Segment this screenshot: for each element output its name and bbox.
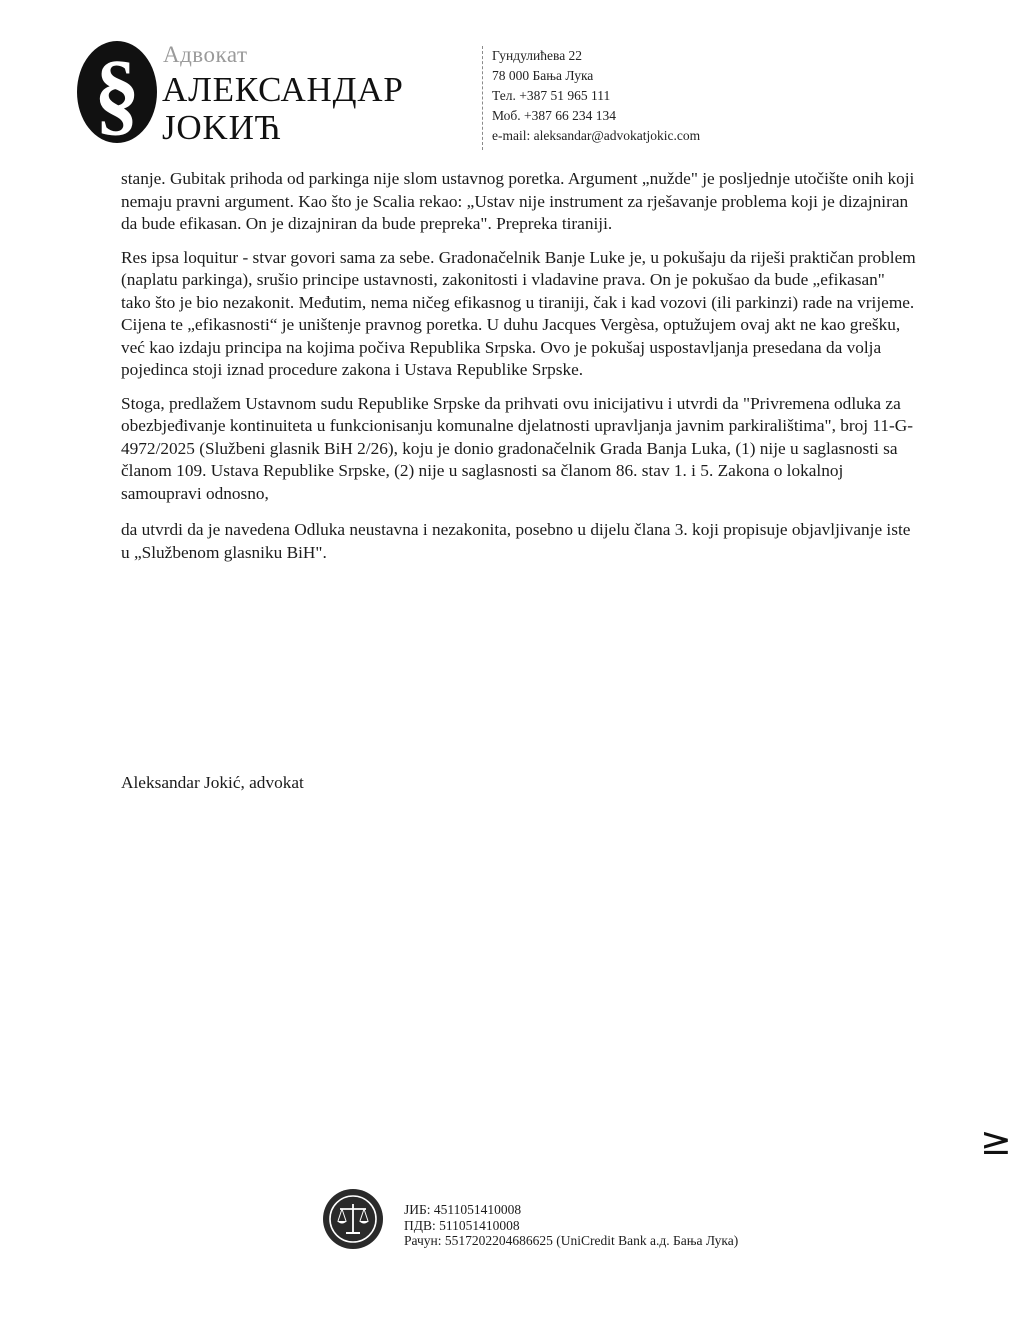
paragraph: Res ipsa loquitur - stvar govori sama za sebe. Gradonačelnik Banje Luke je, u pokušaju da riješi praktičan problem (naplatu parkinga), srušio principe ustavnosti, zakonitosti i vladavine prava. On je pokušao da bude „efikasan" tako što je bio nezakonit. Međutim, nema ničeg efikasnog u tiraniji, čak i kad vozovi (ili parkinzi) rade na vrijeme. Cijena te „efikasnosti“ je uništenje pravnog poretka. U duhu Jacques Vergèsa, optužujem ovaj akt ne kao grešku, već kao izdaju principa na kojima počiva Republika Srpska. Ovo je pokušaj uspostavljanja presedana da volja pojedinca stoji iznad procedure zakona i Ustava Republike Srpske.: [121, 247, 916, 379]
scales-of-justice-icon: [322, 1188, 384, 1250]
contact-block: [492, 46, 700, 146]
letter-body: [121, 168, 916, 575]
contact-phone: Тел. +387 51 965 111: [492, 88, 611, 103]
letterhead: [76, 38, 796, 150]
signature: Aleksandar Jokić, advokat: [121, 773, 304, 792]
brand-name: [162, 38, 404, 145]
contact-city: 78 000 Бања Лука: [492, 68, 594, 83]
brand-first-name: АЛЕКСАНДАР: [162, 70, 404, 109]
header-divider: [482, 46, 483, 150]
contact-street: Гундулићева 22: [492, 48, 583, 63]
paragraph: da utvrdi da je navedena Odluka neustavna i nezakonita, posebno u dijelu člana 3. koji propisuje objavljivanje iste u „Službenom glasniku BiH".: [121, 520, 911, 562]
footer-account: Рачун: 5517202204686625 (UniCredit Bank а.д. Бања Лука): [404, 1233, 739, 1248]
paragraph: Stoga, predlažem Ustavnom sudu Republike Srpske da prihvati ovu inicijativu i utvrdi da "Privremena odluka za obezbjeđivanje kontinuiteta u funkcionisanju komunalne djelatnosti upravljanja javnim parkiralištima", broj 11-G-4972/2025 (Službeni glasnik BiH 2/26), koju je donio gradonačelnik Grada Banja Luka, (1) nije u saglasnosti sa članom 109. Ustava Republike Srpske, (2) nije u saglasnosti sa članom 86. stav 1. i 5. Zakona o lokalnoj samoupravi odnosno,: [121, 393, 914, 503]
side-mark: ≥: [980, 1119, 1012, 1163]
contact-mobile: Моб. +387 66 234 134: [492, 108, 617, 123]
brand-title: Адвокат: [163, 42, 248, 67]
contact-email: e-mail: aleksandar@advokatjokic.com: [492, 128, 701, 143]
section-sign-icon: [76, 40, 158, 144]
svg-text:§: §: [94, 42, 140, 144]
paragraph: stanje. Gubitak prihoda od parkinga nije slom ustavnog poretka. Argument „nužde" je posljednje utočište onih koji nemaju pravni argument. Kao što je Scalia rekao: „Ustav nije instrument za rješavanje problema koji je dizajniran da bude efikasan. On je dizajniran da bude prepreka". Prepreka tiraniji.: [121, 169, 915, 233]
brand-last-name: JOKИЋ: [162, 108, 282, 147]
footer-info: [404, 1202, 738, 1249]
footer-pdv: ПДВ: 511051410008: [404, 1217, 520, 1233]
footer-jib: ЈИБ: 4511051410008: [404, 1202, 522, 1217]
